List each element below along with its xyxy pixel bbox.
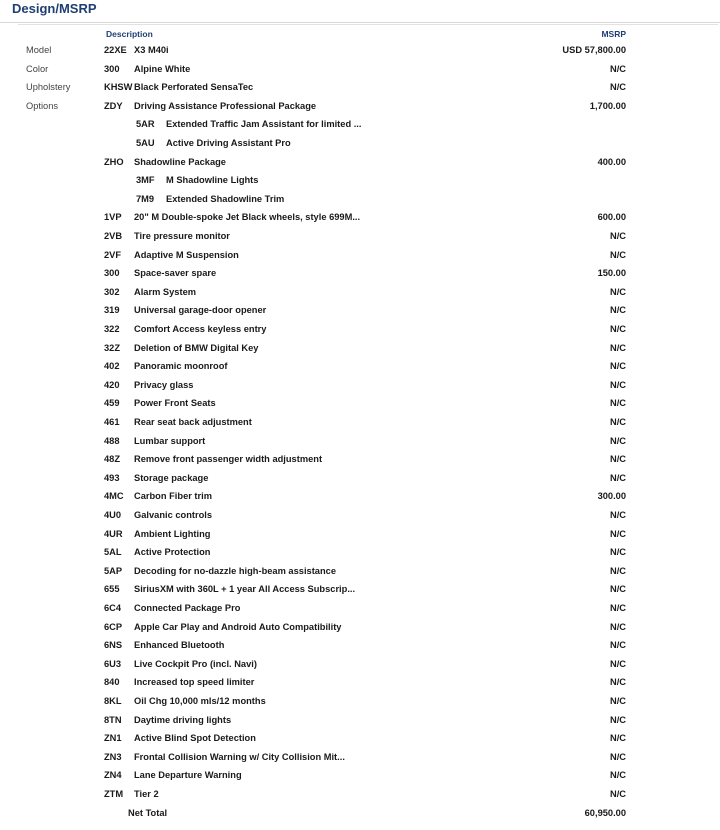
row-label: Options: [26, 100, 59, 111]
option-description: Universal garage-door opener: [134, 305, 267, 316]
option-price: N/C: [609, 621, 626, 632]
option-code: 459: [104, 398, 120, 409]
row-label: Color: [26, 63, 49, 74]
option-code: 6U3: [104, 658, 122, 669]
table-row: [18, 785, 718, 803]
option-code: ZTM: [104, 789, 124, 799]
option-code: 300: [104, 63, 120, 74]
table-row: [18, 134, 718, 152]
option-description: Lumbar support: [134, 435, 206, 446]
net-total-value: 60,950.00: [584, 807, 626, 818]
option-description: Extended Traffic Jam Assistant for limited ...: [166, 119, 362, 130]
option-price: N/C: [609, 696, 626, 706]
option-code: 6CP: [104, 621, 123, 632]
option-code: 8KL: [104, 696, 122, 706]
option-price: N/C: [609, 584, 626, 595]
option-price: N/C: [609, 435, 626, 446]
option-description: Daytime driving lights: [134, 714, 232, 725]
option-price: N/C: [609, 751, 626, 762]
option-code: 461: [104, 417, 120, 427]
option-price: N/C: [609, 361, 626, 372]
table-row: [18, 636, 718, 654]
option-code: ZN3: [104, 751, 122, 762]
option-code: 4MC: [104, 491, 124, 502]
option-code: 2VF: [104, 249, 122, 260]
option-price: N/C: [609, 733, 626, 744]
option-code: 22XE: [104, 45, 127, 55]
option-code: ZDY: [104, 100, 123, 111]
option-description: SiriusXM with 360L + 1 year All Access Subscrip...: [134, 584, 356, 595]
option-description: Lane Departure Warning: [134, 770, 242, 781]
table-row: [18, 469, 718, 487]
option-price: N/C: [609, 472, 626, 483]
option-description: 20" M Double-spoke Jet Black wheels, style 699M...: [134, 212, 361, 223]
table-row: [18, 432, 718, 450]
table-row: [18, 711, 718, 729]
table-row: [18, 283, 718, 301]
table-row: [18, 525, 718, 543]
option-price: N/C: [609, 82, 626, 93]
table-row: [18, 41, 718, 59]
option-price: N/C: [609, 565, 626, 576]
option-code: 300: [104, 268, 120, 279]
table-row: [18, 227, 718, 245]
table-row: [18, 320, 718, 338]
option-price: N/C: [609, 63, 626, 74]
option-price: N/C: [609, 305, 626, 316]
table-row: [18, 394, 718, 412]
option-code: 6C4: [104, 603, 122, 613]
option-description: Remove front passenger width adjustment: [134, 454, 323, 465]
option-code: 402: [104, 361, 120, 372]
option-code: 48Z: [104, 454, 121, 465]
option-description: Carbon Fiber trim: [134, 491, 212, 502]
option-price: N/C: [609, 249, 626, 260]
option-description: Black Perforated SensaTec: [134, 82, 254, 93]
option-description: Space-saver spare: [134, 268, 217, 279]
option-description: Alpine White: [134, 63, 191, 74]
option-code: 5AL: [104, 547, 122, 558]
option-price: N/C: [609, 379, 626, 390]
option-code: 655: [104, 584, 120, 595]
option-code: 5AP: [104, 565, 123, 576]
option-price: N/C: [609, 547, 626, 558]
table-row: [18, 487, 718, 505]
option-description: Live Cockpit Pro (incl. Navi): [134, 658, 257, 669]
option-price: N/C: [609, 324, 626, 334]
table-row: [18, 339, 718, 357]
table-row: [18, 450, 718, 468]
table-row: [18, 748, 718, 766]
option-code: 5AR: [136, 119, 155, 130]
option-description: Oil Chg 10,000 mls/12 months: [134, 696, 266, 706]
option-description: Ambient Lighting: [134, 528, 211, 539]
option-description: Driving Assistance Professional Package: [134, 100, 317, 111]
page-title: Design/MSRP: [12, 1, 97, 16]
option-description: Rear seat back adjustment: [134, 417, 252, 427]
table-row: [18, 618, 718, 636]
option-description: Active Protection: [134, 547, 211, 558]
option-description: Storage package: [134, 472, 209, 483]
option-price: 400.00: [597, 156, 626, 167]
option-description: Active Driving Assistant Pro: [166, 138, 291, 148]
table-row: [18, 78, 718, 96]
table-row: [18, 580, 718, 598]
option-price: N/C: [609, 454, 626, 465]
option-code: 3MF: [136, 175, 155, 186]
option-code: 1VP: [104, 212, 122, 223]
row-label: Upholstery: [26, 82, 71, 93]
option-description: Tier 2: [134, 789, 159, 799]
option-price: N/C: [609, 789, 626, 799]
table-row: [18, 543, 718, 561]
option-price: USD 57,800.00: [562, 45, 626, 55]
net-total-label: Net Total: [128, 807, 168, 818]
table-row: [18, 766, 718, 784]
table-row: [18, 190, 718, 208]
option-price: N/C: [609, 714, 626, 725]
option-price: 1,700.00: [589, 100, 626, 111]
option-code: 840: [104, 677, 120, 688]
option-description: X3 M40i: [134, 45, 169, 55]
option-description: Connected Package Pro: [134, 603, 241, 613]
option-code: 302: [104, 286, 120, 297]
option-price: N/C: [609, 603, 626, 613]
msrp-column-header: MSRP: [601, 29, 626, 39]
option-description: Galvanic controls: [134, 510, 213, 520]
msrp-sheet: [18, 24, 718, 825]
table-row: [18, 301, 718, 319]
table-row: [18, 60, 718, 78]
option-price: N/C: [609, 640, 626, 651]
option-description: Tire pressure monitor: [134, 231, 230, 241]
option-price: N/C: [609, 398, 626, 409]
option-description: Frontal Collision Warning w/ City Collision Mit...: [134, 751, 345, 762]
option-code: 488: [104, 435, 120, 446]
option-price: N/C: [609, 231, 626, 241]
option-description: Deletion of BMW Digital Key: [134, 342, 259, 353]
table-row: [18, 153, 718, 171]
option-description: Adaptive M Suspension: [134, 249, 239, 260]
table-row: [18, 264, 718, 282]
option-code: 319: [104, 305, 120, 316]
option-description: Privacy glass: [134, 379, 194, 390]
option-code: 32Z: [104, 342, 121, 353]
option-code: 493: [104, 472, 120, 483]
option-code: ZN1: [104, 733, 122, 744]
option-price: N/C: [609, 342, 626, 353]
option-code: KHSW: [104, 82, 133, 93]
option-description: Shadowline Package: [134, 156, 226, 167]
option-description: Power Front Seats: [134, 398, 216, 409]
option-description: M Shadowline Lights: [166, 175, 259, 186]
row-label: Model: [26, 45, 52, 55]
option-description: Alarm System: [134, 286, 197, 297]
option-code: 4UR: [104, 528, 123, 539]
table-row: [18, 376, 718, 394]
option-code: 2VB: [104, 231, 123, 241]
option-price: 150.00: [597, 268, 626, 279]
table-row: [18, 246, 718, 264]
table-row: [18, 599, 718, 617]
option-code: 4U0: [104, 510, 122, 520]
option-code: 322: [104, 324, 120, 334]
option-price: N/C: [609, 510, 626, 520]
option-description: Apple Car Play and Android Auto Compatibility: [134, 621, 342, 632]
table-row: [18, 692, 718, 710]
option-code: ZHO: [104, 156, 124, 167]
option-code: 6NS: [104, 640, 123, 651]
option-description: Panoramic moonroof: [134, 361, 228, 372]
table-row: [18, 357, 718, 375]
option-price: 600.00: [597, 212, 626, 223]
option-code: 8TN: [104, 714, 122, 725]
option-code: 5AU: [136, 138, 155, 148]
table-row: [18, 97, 718, 115]
option-price: N/C: [609, 528, 626, 539]
option-price: N/C: [609, 417, 626, 427]
option-description: Decoding for no-dazzle high-beam assistance: [134, 565, 336, 576]
title-bar: [0, 0, 720, 23]
option-price: N/C: [609, 286, 626, 297]
option-code: 7M9: [136, 193, 155, 204]
table-row: [18, 562, 718, 580]
option-price: N/C: [609, 658, 626, 669]
option-price: N/C: [609, 677, 626, 688]
option-description: Increased top speed limiter: [134, 677, 255, 688]
option-description: Extended Shadowline Trim: [166, 193, 285, 204]
table-row: [18, 208, 718, 226]
option-description: Active Blind Spot Detection: [134, 733, 256, 744]
net-total-row: [18, 804, 718, 822]
table-row: [18, 506, 718, 524]
description-column-header: Description: [106, 29, 153, 39]
table-row: [18, 413, 718, 431]
table-row: [18, 673, 718, 691]
table-row: [18, 729, 718, 747]
option-description: Comfort Access keyless entry: [134, 324, 267, 334]
option-code: ZN4: [104, 770, 122, 781]
option-code: 420: [104, 379, 120, 390]
option-price: N/C: [609, 770, 626, 781]
table-row: [18, 171, 718, 189]
option-price: 300.00: [597, 491, 626, 502]
table-row: [18, 655, 718, 673]
option-description: Enhanced Bluetooth: [134, 640, 225, 651]
table-row: [18, 115, 718, 133]
